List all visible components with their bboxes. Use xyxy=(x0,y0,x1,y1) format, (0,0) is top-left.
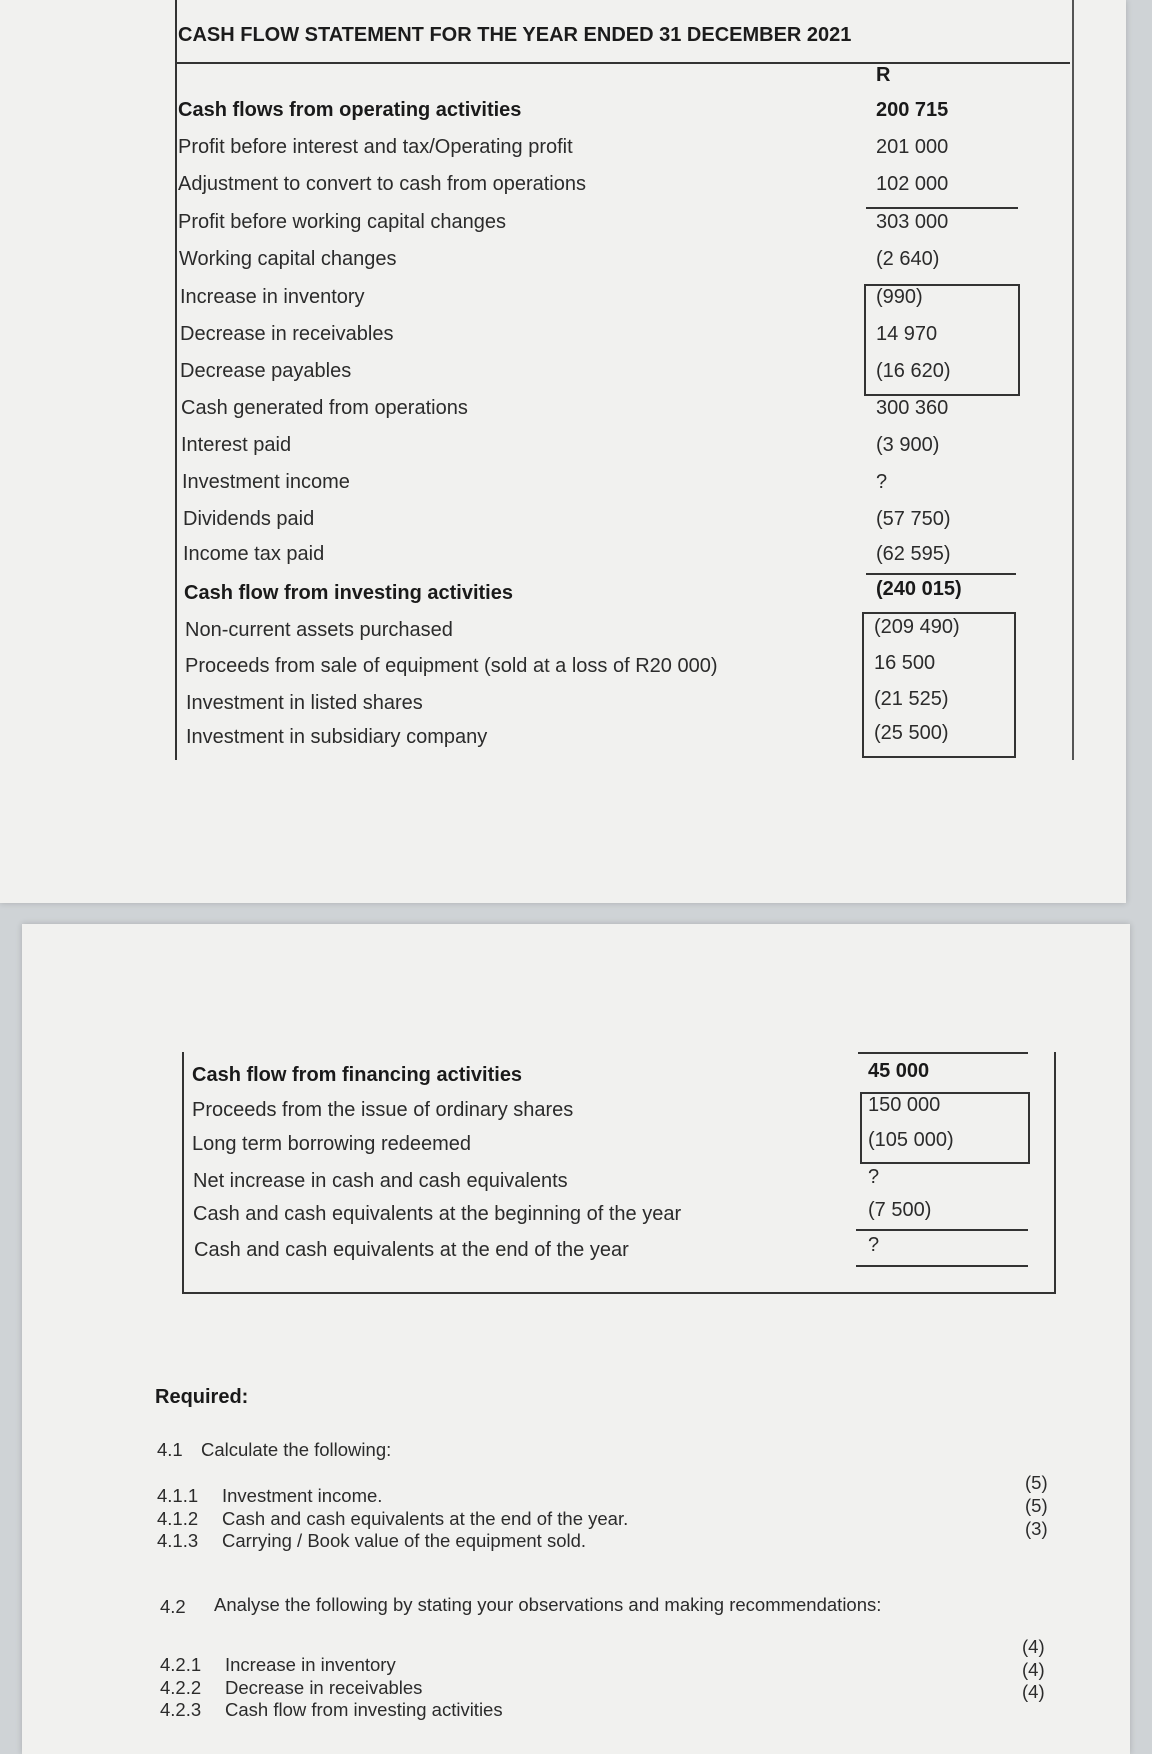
statement-row-value: (209 490) xyxy=(874,616,960,638)
statement-row-label: Income tax paid xyxy=(183,543,325,565)
statement-row-value: 201 000 xyxy=(876,136,949,158)
statement-row-value: 102 000 xyxy=(876,173,949,195)
sub-question-number: 4.2.3 xyxy=(160,1699,202,1720)
statement-page-2 xyxy=(22,924,1130,1754)
subtotal-rule xyxy=(866,573,1016,575)
statement-row-value: (62 595) xyxy=(876,543,951,565)
marks: (4) xyxy=(1022,1681,1045,1702)
statement-row-label: Investment in listed shares xyxy=(186,692,423,714)
statement-title-row xyxy=(175,18,1070,64)
sub-question-text: Carrying / Book value of the equipment sold. xyxy=(222,1530,587,1551)
sub-question-number: 4.1.1 xyxy=(157,1485,199,1506)
statement-row-value: (57 750) xyxy=(876,508,951,530)
statement-row-label: Cash and cash equivalents at the beginning of the year xyxy=(193,1203,682,1225)
operating-heading-value: 200 715 xyxy=(876,99,949,121)
marks: (3) xyxy=(1025,1518,1048,1539)
statement-row-value: (21 525) xyxy=(874,688,949,710)
statement-row-label: Working capital changes xyxy=(179,248,397,270)
statement-row-value: 150 000 xyxy=(868,1094,941,1116)
statement-row-label: Decrease in receivables xyxy=(180,323,394,345)
statement-row-value: 14 970 xyxy=(876,323,938,345)
statement-row-value: 300 360 xyxy=(876,397,949,419)
sub-question-text: Investment income. xyxy=(222,1485,383,1506)
statement-row-label: Decrease payables xyxy=(180,360,352,382)
statement-row-value: (16 620) xyxy=(876,360,951,382)
sub-question-text: Cash flow from investing activities xyxy=(225,1699,503,1720)
sub-question-number: 4.2.1 xyxy=(160,1654,202,1675)
statement-row-label: Proceeds from sale of equipment (sold at a loss of R20 000) xyxy=(185,655,718,677)
statement-row-label: Adjustment to convert to cash from operations xyxy=(178,173,586,195)
statement-row-label: Non-current assets purchased xyxy=(185,619,453,641)
statement-row-value: (105 000) xyxy=(868,1129,954,1151)
statement-row-value: (990) xyxy=(876,286,923,308)
sub-question-text: Cash and cash equivalents at the end of the year. xyxy=(222,1508,629,1529)
statement-row-value: 303 000 xyxy=(876,211,949,233)
investing-heading-value: (240 015) xyxy=(876,578,962,600)
statement-row-value: ? xyxy=(868,1234,880,1256)
statement-row-label: Long term borrowing redeemed xyxy=(192,1133,472,1155)
statement-row-label: Profit before interest and tax/Operating profit xyxy=(178,136,573,158)
question-text: Analyse the following by stating your observations and making recommendations: xyxy=(214,1594,882,1615)
subtotal-rule xyxy=(856,1229,1028,1231)
statement-row-label: Investment income xyxy=(182,471,350,493)
sub-question-number: 4.1.2 xyxy=(157,1508,199,1529)
sub-question-number: 4.1.3 xyxy=(157,1530,199,1551)
question-number: 4.1 xyxy=(157,1439,183,1460)
marks: (4) xyxy=(1022,1659,1045,1680)
statement-row-value: (3 900) xyxy=(876,434,940,456)
statement-row-label: Increase in inventory xyxy=(180,286,365,308)
financing-heading-value: 45 000 xyxy=(868,1060,930,1082)
marks: (4) xyxy=(1022,1636,1045,1657)
sub-question-text: Decrease in receivables xyxy=(225,1677,423,1698)
total-rule xyxy=(856,1265,1028,1267)
subtotal-rule xyxy=(866,207,1018,209)
statement-row-value: ? xyxy=(876,471,888,493)
statement-row-label: Interest paid xyxy=(181,434,292,456)
statement-row-label: Profit before working capital changes xyxy=(178,211,506,233)
question-text: Calculate the following: xyxy=(201,1439,392,1460)
statement-title: CASH FLOW STATEMENT FOR THE YEAR ENDED 31 DECEMBER 2021 xyxy=(178,24,852,46)
operating-heading: Cash flows from operating activities xyxy=(178,99,522,121)
statement-row-value: (25 500) xyxy=(874,722,949,744)
sub-question-text: Increase in inventory xyxy=(225,1654,396,1675)
marks: (5) xyxy=(1025,1472,1048,1493)
statement-row-value: 16 500 xyxy=(874,652,936,674)
financing-heading: Cash flow from financing activities xyxy=(192,1064,523,1086)
sub-question-number: 4.2.2 xyxy=(160,1677,202,1698)
statement-row-label: Investment in subsidiary company xyxy=(186,726,488,748)
statement-row-label: Proceeds from the issue of ordinary shares xyxy=(192,1099,574,1121)
required-heading: Required: xyxy=(155,1386,249,1408)
statement-row-label: Cash generated from operations xyxy=(181,397,468,419)
statement-row-value: ? xyxy=(868,1166,880,1188)
statement-row-label: Cash and cash equivalents at the end of the year xyxy=(194,1239,629,1261)
marks: (5) xyxy=(1025,1495,1048,1516)
statement-row-value: (2 640) xyxy=(876,248,940,270)
investing-heading: Cash flow from investing activities xyxy=(184,582,513,604)
currency-header: R xyxy=(876,64,891,86)
subtotal-rule xyxy=(858,1052,1028,1054)
statement-row-label: Net increase in cash and cash equivalents xyxy=(193,1170,568,1192)
statement-row-value: (7 500) xyxy=(868,1199,932,1221)
question-number: 4.2 xyxy=(160,1596,186,1617)
statement-row-label: Dividends paid xyxy=(183,508,315,530)
